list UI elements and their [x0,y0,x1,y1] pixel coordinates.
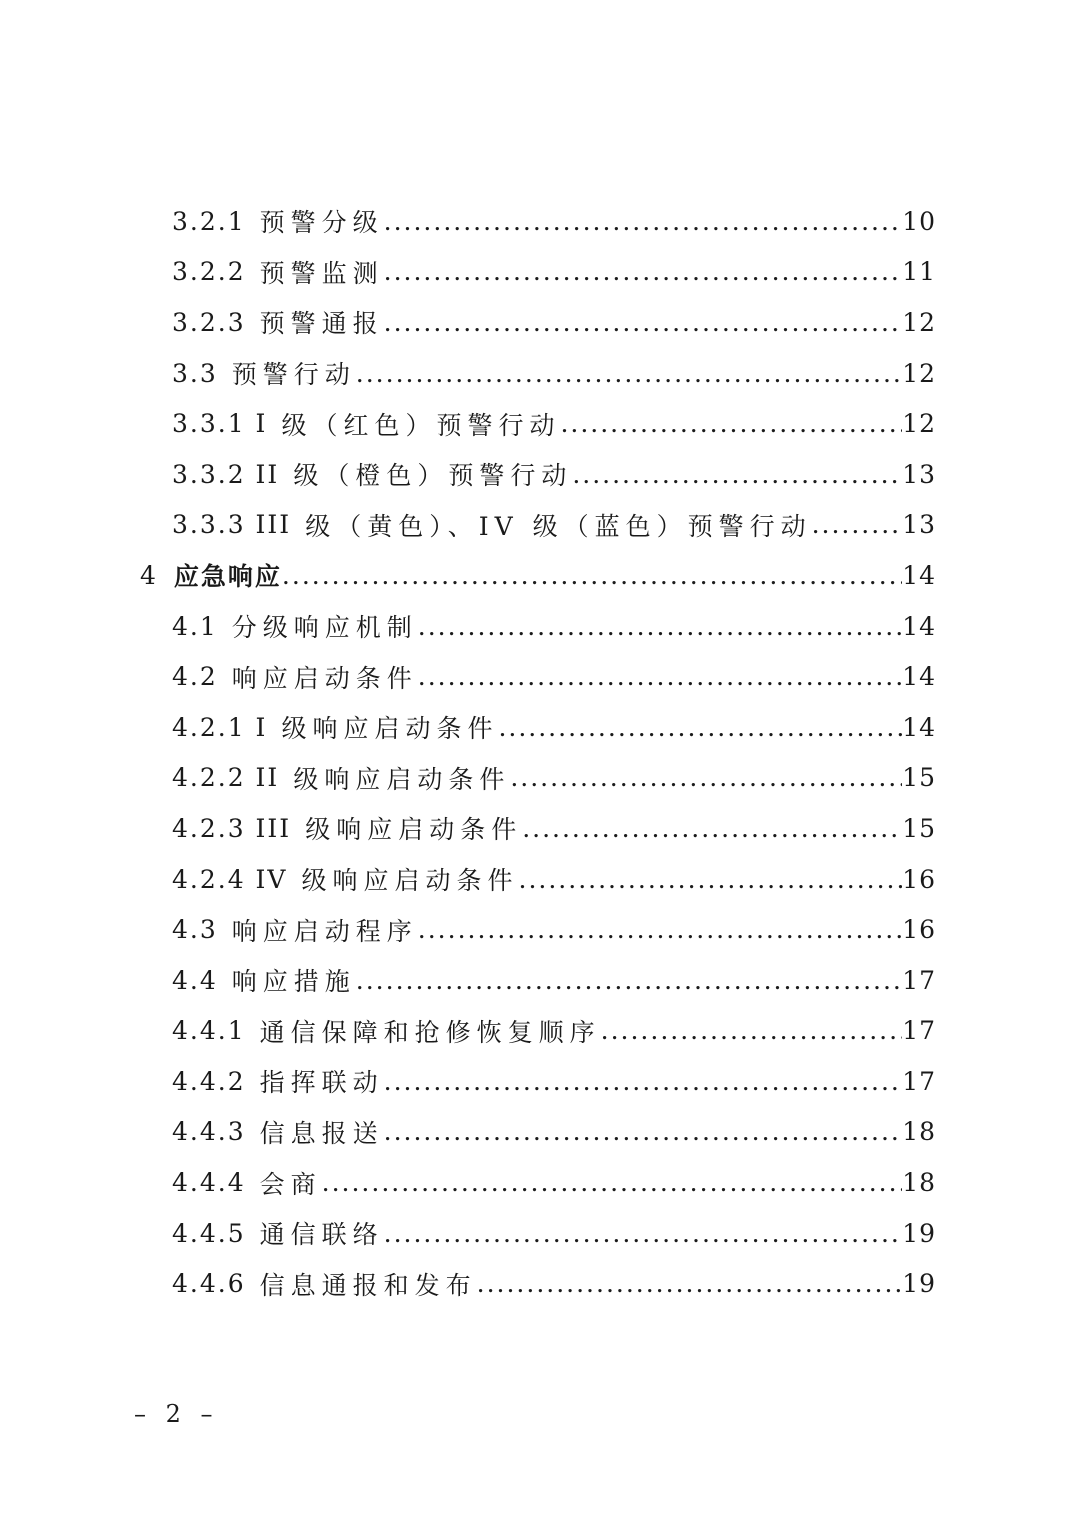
toc-entry-title: 级响应启动条件 [305,815,523,845]
toc-entry[interactable] [0,601,1074,652]
toc-entry[interactable] [0,398,1074,449]
toc-entry-page: 16 [902,915,936,945]
dot-leader [384,1117,903,1146]
toc-entry-title: 预警行动 [231,360,356,390]
dot-leader [572,460,902,489]
toc-entry[interactable] [0,904,1074,955]
dot-leader [384,1219,903,1248]
toc-entry[interactable] [0,247,1074,298]
toc-entry-number: 4.2.4 IV [172,864,288,894]
toc-entry-page: 14 [902,611,936,641]
toc-entry-title: 响应启动程序 [231,916,418,946]
toc-entry[interactable] [0,955,1074,1006]
toc-entry-title: 级（黄色）、IV 级（蓝色）预警行动 [305,511,812,541]
toc-entry[interactable] [0,348,1074,399]
page-number: – 2 – [134,1400,219,1428]
toc-entry-number: 3.3 [172,358,218,388]
toc-entry[interactable] [0,702,1074,753]
toc-entry-title: 预警监测 [259,258,384,288]
dot-leader [418,662,902,691]
toc-entry-number: 4.4.1 [172,1016,246,1046]
dot-leader [510,763,902,792]
toc-entry-title: 响应措施 [231,967,356,997]
toc-entry-number: 4.4.2 [172,1066,246,1096]
dot-leader [418,915,902,944]
toc-entry-title: 级响应启动条件 [301,866,519,896]
toc-entry-title: 级（橙色）预警行动 [293,461,573,491]
toc-entry-page: 11 [902,257,936,287]
toc-entry-page: 17 [902,965,936,995]
toc-entry-number: 4.4.6 [172,1269,246,1299]
toc-entry[interactable] [0,196,1074,247]
toc-entry[interactable] [0,854,1074,905]
toc-entry-number: 3.2.3 [172,307,246,337]
dot-leader [384,207,903,236]
toc-entry-page: 17 [902,1066,936,1096]
dot-leader [812,510,903,539]
toc-entry-number: 3.2.2 [172,257,246,287]
dot-leader [477,1269,903,1298]
toc-entry-page: 13 [902,510,936,540]
dot-leader [560,409,902,438]
toc-entry-number: 3.2.1 [172,206,246,236]
toc-entry-page: 18 [902,1117,936,1147]
toc-entry-title: 级（红色）预警行动 [281,410,561,440]
toc-entry-page: 19 [902,1218,936,1248]
toc-entry-number: 4.4.4 [172,1168,246,1198]
toc-entry-title: 分级响应机制 [231,613,418,643]
toc-entry[interactable] [0,500,1074,551]
toc-entry-page: 19 [902,1269,936,1299]
dot-leader [384,308,903,337]
toc-entry-title: 会商 [259,1169,322,1199]
toc-entry[interactable] [0,1006,1074,1057]
toc-entry-number: 3.3.2 II [172,459,280,489]
toc-entry-number: 3.3.3 III [172,510,292,540]
dot-leader [384,1067,903,1096]
toc-entry[interactable] [0,550,1074,601]
toc-entry-number: 4.2.1 I [172,712,268,742]
toc-entry-title: 信息报送 [259,1118,384,1148]
toc-entry-title: 预警通报 [259,309,384,339]
toc-entry-number: 4 [140,560,156,590]
toc-entry[interactable] [0,297,1074,348]
toc-entry-number: 4.1 [172,611,218,641]
toc-entry-page: 14 [902,712,936,742]
toc-entry-number: 4.4.3 [172,1117,246,1147]
dot-leader [356,966,902,995]
toc-entry[interactable] [0,753,1074,804]
dot-leader [498,713,902,742]
toc-entry-page: 15 [902,763,936,793]
toc-entry-title: 级响应启动条件 [281,714,499,744]
toc-entry-page: 18 [902,1168,936,1198]
toc-entry-number: 3.3.1 I [172,409,268,439]
toc-entry-page: 16 [902,864,936,894]
toc-entry-page: 12 [902,307,936,337]
dot-leader [418,612,902,641]
toc-entry-number: 4.4 [172,965,218,995]
toc-entry-title: 级响应启动条件 [293,764,511,794]
dot-leader [522,814,902,843]
dot-leader [601,1016,903,1045]
toc-entry-page: 15 [902,813,936,843]
toc-entry-page: 10 [902,206,936,236]
toc-entry-page: 14 [902,560,936,590]
dot-leader [519,865,903,894]
toc-entry-title: 指挥联动 [259,1068,384,1098]
toc-entry[interactable] [0,449,1074,500]
toc-entry[interactable] [0,1208,1074,1259]
toc-entry-number: 4.2.2 II [172,763,280,793]
table-of-contents [0,196,1074,1309]
toc-entry-title: 预警分级 [259,208,384,238]
toc-entry-title: 响应启动条件 [231,663,418,693]
toc-entry-page: 12 [902,409,936,439]
toc-entry[interactable] [0,1258,1074,1309]
toc-entry[interactable] [0,803,1074,854]
toc-entry-number: 4.4.5 [172,1218,246,1248]
toc-entry-title: 通信保障和抢修恢复顺序 [259,1017,601,1047]
toc-entry-page: 13 [902,459,936,489]
toc-entry-number: 4.2.3 III [172,813,292,843]
toc-entry-title: 信息通报和发布 [259,1270,477,1300]
dot-leader [384,257,903,286]
toc-entry-title: 应急响应 [173,562,282,592]
toc-entry[interactable] [0,1056,1074,1107]
toc-entry-number: 4.3 [172,915,218,945]
dot-leader [356,359,902,388]
dot-leader [322,1168,903,1197]
toc-entry[interactable] [0,1157,1074,1208]
toc-entry-title: 通信联络 [259,1220,384,1250]
toc-entry-number: 4.2 [172,662,218,692]
toc-entry-page: 14 [902,662,936,692]
toc-entry[interactable] [0,651,1074,702]
dot-leader [282,561,902,590]
toc-entry-page: 17 [902,1016,936,1046]
toc-entry-page: 12 [902,358,936,388]
toc-entry[interactable] [0,1107,1074,1158]
